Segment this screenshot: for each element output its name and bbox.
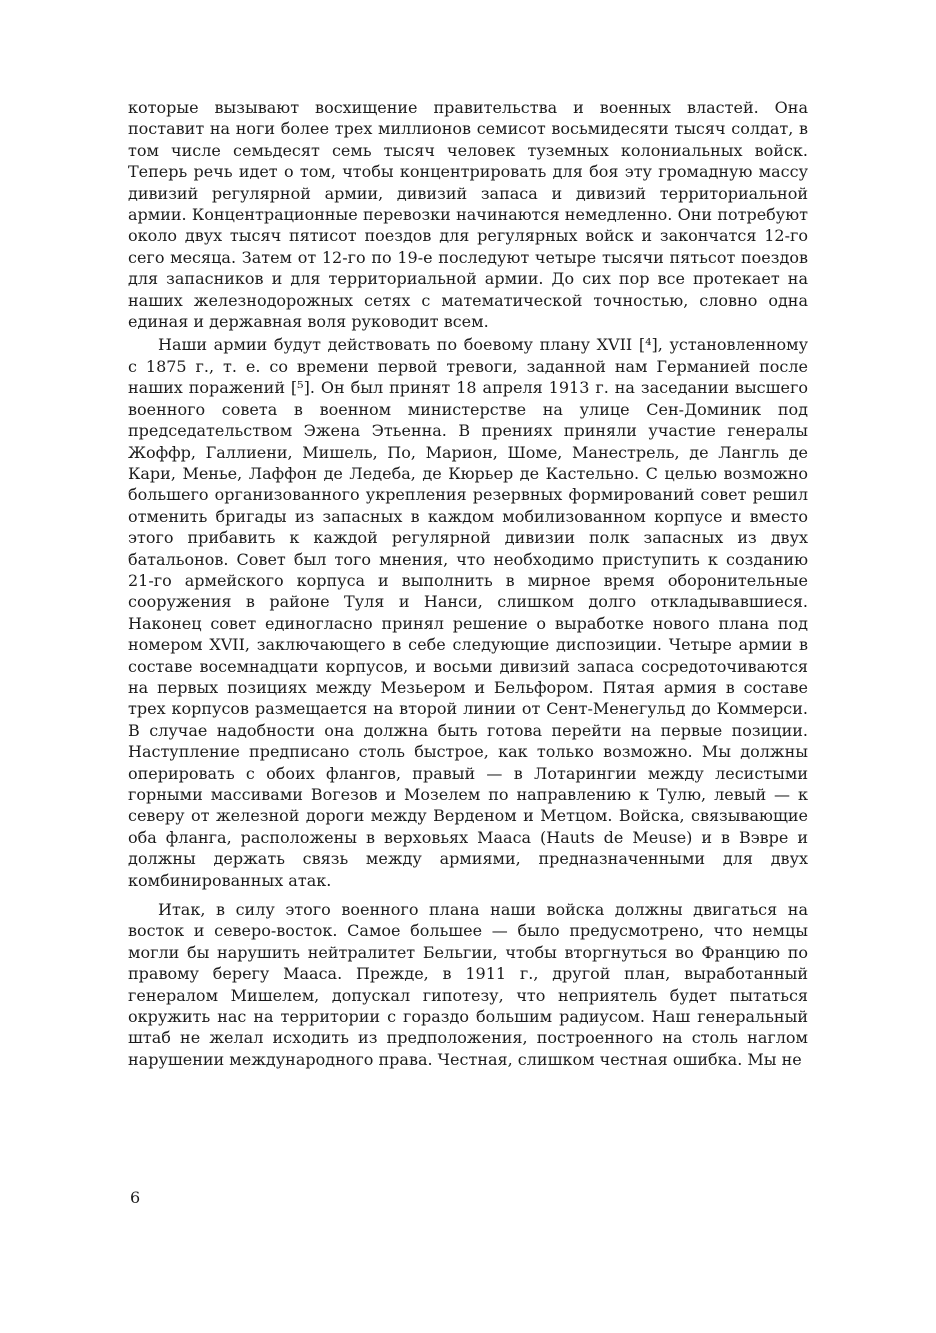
- paragraph-2: Наши армии будут действовать по боевому плану XVII [⁴], установленному с 1875 г., т. е. со времени первой тревоги, заданной нам Германией после наших поражений [⁵]. Он был принят 18 апреля 1913 г. на заседании высшего военного совета в военном министерстве на улице Сен-Доминик под председательством Эжена Этьенна. В прениях приняли участие генералы Жоффр, Галлиени, Мишель, По, Марион, Шоме, Манестрель, де Лангль де Кари, Менье, Лаффон де Ледеба, де Кюрьер де Кастельно. С целью возможно большего организованного укрепления резервных формирований совет решил отменить бригады из запасных в каждом мобилизованном корпусе и вместо этого прибавить к каждой регулярной дивизии полк запасных из двух батальонов. Совет был того мнения, что необходимо приступить к созданию 21-го армейского корпуса и выполнить в мирное время оборонительные сооружения в районе Туля и Нанси, слишком долго откладывавшиеся. Наконец совет единогласно принял решение о выработке нового плана под номером XVII, заключающего в себе следующие диспозиции. Четыре армии в составе восемнадцати корпусов, и восьми дивизий запаса сосредоточиваются на первых позициях между Мезьером и Бельфором. Пятая армия в составе трех корпусов размещается на второй линии от Сент-Менегульд до Коммерси. В случае надобности она должна быть готова перейти на первые позиции. Наступление предписано столь быстрое, как только возможно. Мы должны оперировать с обоих флангов, правый — в Лотарингии между лесистыми горными массивами Вогезов и Мозелем по направлению к Тулю, левый — к северу от железной дороги между Верденом и Метцом. Войска, связывающие оба фланга, расположены в верховьях Мааса (Hauts de Meuse) и в Вэвре и должны держать связь между армиями, предназначенными для двух комбинированных атак.: [128, 335, 808, 890]
- paragraph-1: которые вызывают восхищение правительства и военных властей. Она поставит на ноги более трех миллионов семисот восьмидесяти тысяч солдат, в том числе семьдесят семь тысяч человек туземных колониальных войск. Теперь речь идет о том, чтобы концентрировать для боя эту громадную массу дивизий регулярной армии, дивизий запаса и дивизий территориальной армии. Концентрационные перевозки начинаются немедленно. Они потребуют около двух тысяч пятисот поездов для регулярных войск и закончатся 12-го сего месяца. Затем от 12-го по 19-е последуют четыре тысячи пятьсот поездов для запасников и для территориальной армии. До сих пор все протекает на наших железнодорожных сетях с математической точностью, словно одна единая и державная воля руководит всем.: [128, 98, 808, 332]
- body-text: [128, 97, 808, 1070]
- paragraph-3: Итак, в силу этого военного плана наши войска должны двигаться на восток и северо-восток. Самое большее — было предусмотрено, что немцы могли бы нарушить нейтралитет Бельгии, чтобы вторгнуться во Францию по правому берегу Мааса. Прежде, в 1911 г., другой план, выработанный генералом Мишелем, допускал гипотезу, что неприятель будет пытаться окружить нас на территории с гораздо большим радиусом. Наш генеральный штаб не желал исходить из предположения, построенного на столь наглом нарушении международного права. Честная, слишком честная ошибка. Мы не: [128, 900, 808, 1069]
- page-number: 6: [130, 1188, 141, 1207]
